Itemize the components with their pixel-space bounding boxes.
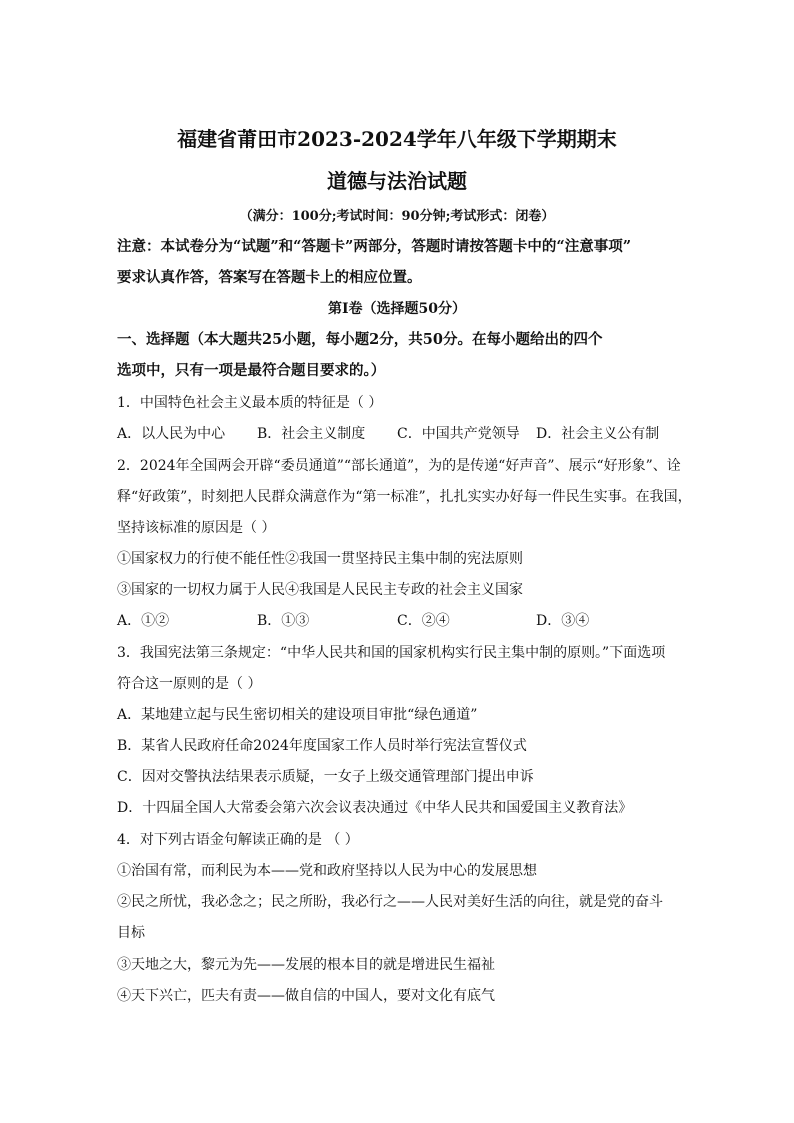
section-heading: 选项中，只有一项是最符合题目要求的。） (117, 362, 386, 379)
question-2-stem: 2．2024年全国两会开辟“委员通道”“部长通道”，为的是传递“好声音”、展示“好形象”、诠 (117, 458, 681, 474)
question-3-option-b: B．某省人民政府任命2024年度国家工作人员时举行宪法宣誓仪式 (117, 738, 527, 754)
exam-info: （满分：100分;考试时间：90分钟;考试形式：闭卷） (239, 209, 555, 224)
question-3-option-a: A．某地建立起与民生密切相关的建设项目审批“绿色通道” (117, 707, 478, 723)
question-1-option-d: D．社会主义公有制 (536, 426, 660, 442)
question-2-stem: 释“好政策”，时刻把人民群众满意作为“第一标准”，扎扎实实办好每一件民生实事。在我国， (117, 489, 692, 505)
question-2-statement: ①国家权力的行使不能任性②我国一贯坚持民主集中制的宪法原则 (117, 551, 523, 567)
notice-line: 注意：本试卷分为“试题”和“答题卡”两部分，答题时请按答题卡中的“注意事项” (117, 238, 632, 255)
question-3-stem: 符合这一原则的是（ ） (117, 676, 262, 692)
question-1-stem: 1．中国特色社会主义最本质的特征是（ ） (117, 395, 383, 411)
question-4-statement: ③天地之大，黎元为先——发展的根本目的就是增进民生福祉 (117, 957, 495, 973)
exam-title: 福建省莆田市2023-2024学年八年级下学期期末 (177, 127, 617, 151)
question-3-option-d: D．十四届全国人大常委会第六次会议表决通过《中华人民共和国爱国主义教育法》 (117, 800, 633, 816)
notice-line: 要求认真作答，答案写在答题卡上的相应位置。 (117, 269, 422, 286)
question-3-option-c: C．因对交警执法结果表示质疑，一女子上级交通管理部门提出申诉 (117, 769, 534, 785)
question-2-option-d: D．③④ (536, 613, 590, 629)
question-4-statement: ②民之所忧，我必念之；民之所盼，我必行之——人民对美好生活的向往，就是党的奋斗 (117, 894, 663, 910)
question-2-stem: 坚持该标准的原因是（ ） (117, 520, 276, 536)
question-1-option-b: B．社会主义制度 (257, 426, 366, 442)
question-2-option-b: B．①③ (257, 613, 310, 629)
exam-subject-title: 道德与法治试题 (327, 169, 467, 193)
question-1-option-a: A．以人民为中心 (117, 426, 226, 442)
part-title: 第Ⅰ卷（选择题50分） (327, 301, 467, 317)
question-2-statement: ③国家的一切权力属于人民④我国是人民民主专政的社会主义国家 (117, 582, 523, 598)
question-2-option-a: A．①② (117, 613, 170, 629)
question-4-statement: 目标 (117, 925, 145, 941)
section-heading: 一、选择题（本大题共25小题，每小题2分，共50分。在每小题给出的四个 (117, 331, 603, 348)
question-4-statement: ①治国有常，而利民为本——党和政府坚持以人民为中心的发展思想 (117, 863, 537, 879)
question-4-statement: ④天下兴亡，匹夫有责——做自信的中国人，要对文化有底气 (117, 988, 495, 1004)
question-3-stem: 3．我国宪法第三条规定：“中华人民共和国的国家机构实行民主集中制的原则。”下面选项 (117, 645, 666, 661)
question-4-stem: 4．对下列古语金句解读正确的是 （ ） (117, 832, 359, 848)
question-2-option-c: C．②④ (397, 613, 450, 629)
question-1-option-c: C．中国共产党领导 (397, 426, 520, 442)
